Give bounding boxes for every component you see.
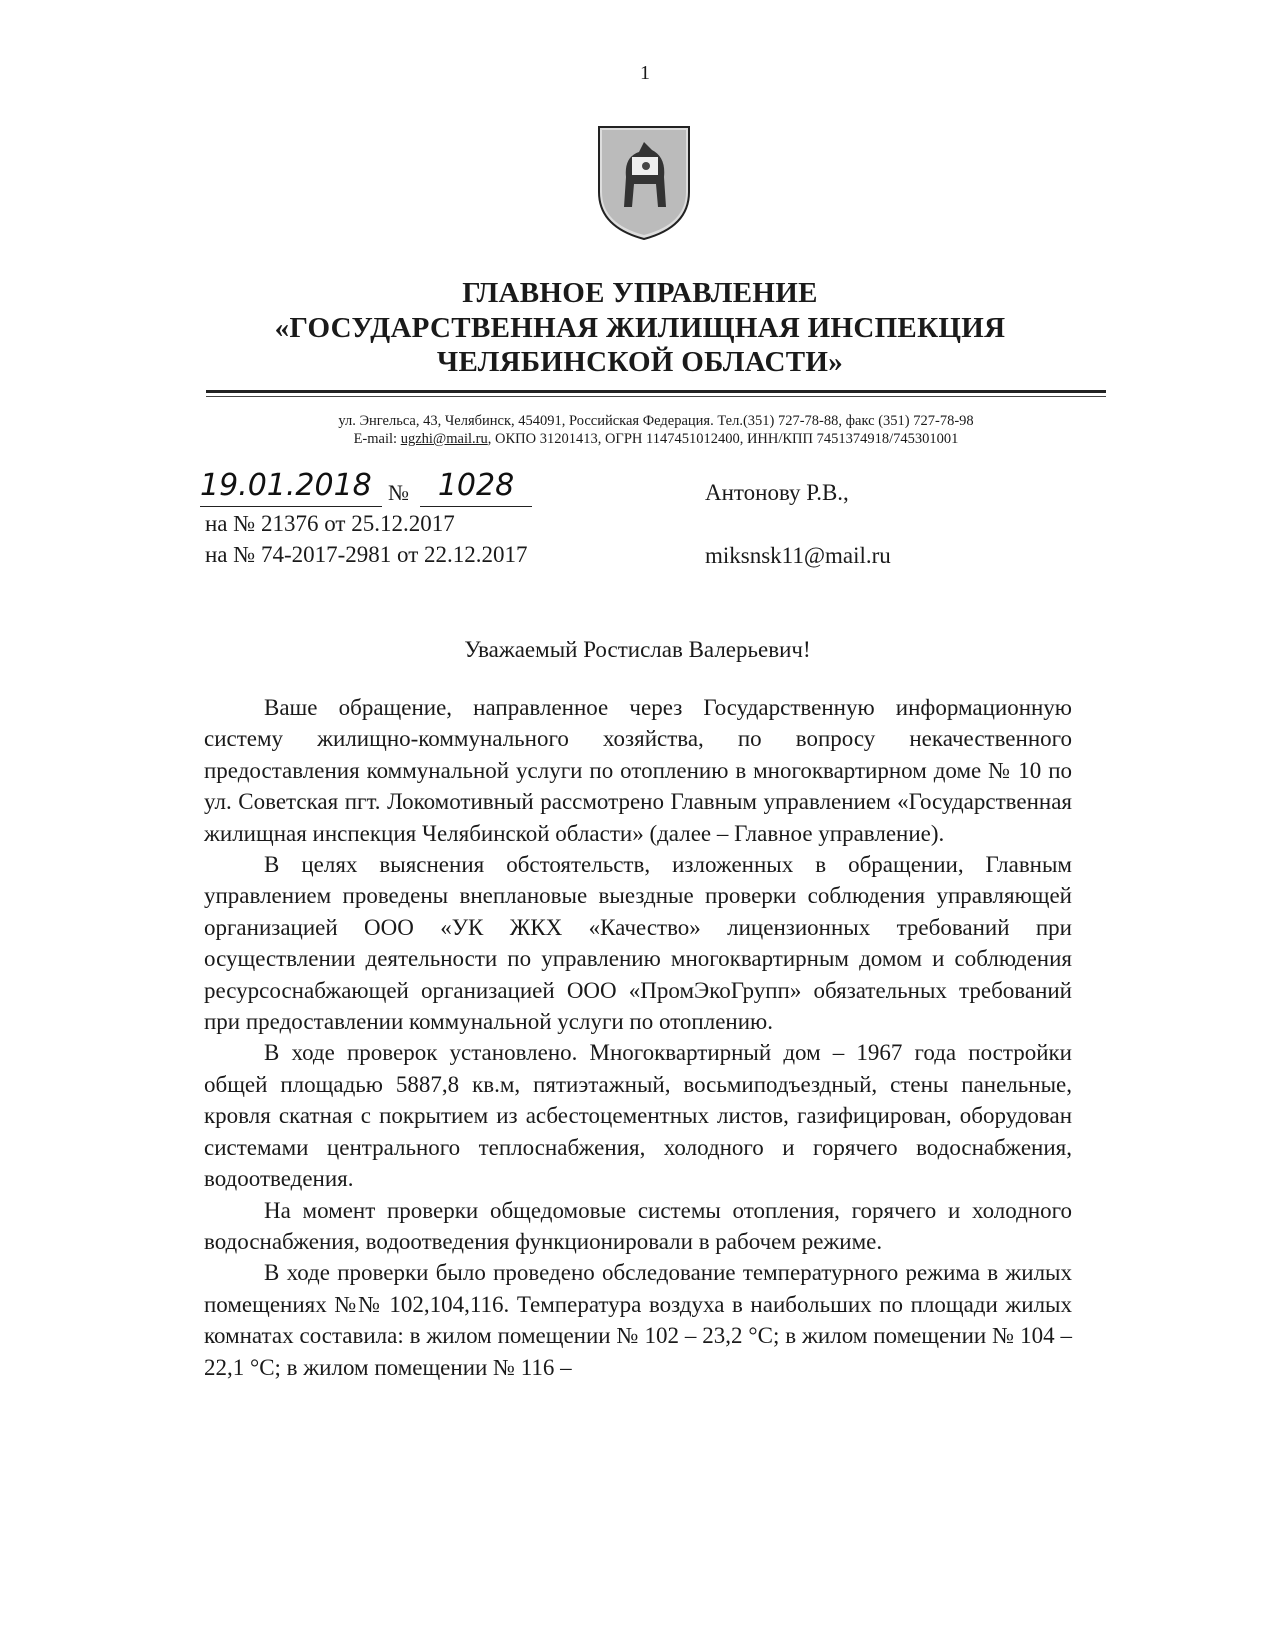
greeting: Уважаемый Ростислав Валерьевич! [464, 637, 811, 662]
registration-codes: , ОКПО 31201413, ОГРН 1147451012400, ИНН/КПП 7451374918/745301001 [487, 431, 959, 447]
contacts-line [186, 431, 1126, 448]
handwritten-number: 1028 [420, 466, 532, 507]
email-link[interactable]: ugzhi@mail.ru [400, 431, 488, 447]
paragraph: Ваше обращение, направленное через Государственную информационную систему жилищно-коммунального хозяйства, по вопросу некачественного предоставления коммунальной услуги по отоплению в многоквартирном доме № 10 по ул. Советская пгт. Локомотивный рассмотрено Главным управлением «Государственная жилищная инспекция Челябинской области» (далее – Главное управление). [204, 695, 1072, 846]
paragraph: В ходе проверок установлено. Многоквартирный дом – 1967 года постройки общей площадью 5887,8 кв.м, пятиэтажный, восьмиподъездный, стены панельные, кровля скатная с покрытием из асбестоцементных листов, газифицирован, оборудован системами центрального теплоснабжения, холодного и горячего водоснабжения, водоотведения. [204, 1040, 1072, 1192]
reference-line: на № 74-2017-2981 от 22.12.2017 [205, 542, 528, 567]
coat-of-arms-emblem [594, 122, 694, 242]
email-label: E-mail: [353, 431, 401, 447]
header-divider [206, 396, 1106, 397]
handwritten-date: 19.01.2018 [200, 466, 382, 507]
page-number: 1 [640, 62, 650, 84]
recipient-email: miksnsk11@mail.ru [705, 543, 891, 568]
paragraph: В целях выяснения обстоятельств, изложенных в обращении, Главным управлением проведены внеплановые выездные проверки соблюдения управляющей организацией ООО «УК ЖКХ «Качество» лицензионных требований при осуществлении деятельности по управлению многоквартирным домом и соблюдения ресурсоснабжающей организацией ООО «ПромЭкоГрупп» обязательных требований при предоставлении коммунальной услуги по отоплению. [204, 852, 1072, 1035]
address-line: ул. Энгельса, 43, Челябинск, 454091, Российская Федерация. Тел.(351) 727-78-88, факс (351) 727-78-98 [338, 413, 974, 429]
number-sign: № [388, 480, 409, 505]
letter-body [204, 692, 1072, 1383]
reference-line: на № 21376 от 25.12.2017 [205, 511, 455, 536]
organization-title-line: ГЛАВНОЕ УПРАВЛЕНИЕ [462, 277, 818, 309]
organization-title-line: ЧЕЛЯБИНСКОЙ ОБЛАСТИ» [436, 346, 844, 378]
organization-title-line: «ГОСУДАРСТВЕННАЯ ЖИЛИЩНАЯ ИНСПЕКЦИЯ [274, 312, 1006, 344]
header-divider [206, 390, 1106, 393]
paragraph: На момент проверки общедомовые системы отопления, горячего и холодного водоснабжения, водоотведения функционировали в рабочем режиме. [204, 1197, 1072, 1254]
recipient-name: Антонову Р.В., [705, 480, 849, 505]
paragraph: В ходе проверки было проведено обследование температурного режима в жилых помещениях №№ 102,104,116. Температура воздуха в наибольших по площади жилых комнатах составила: в жилом помещении № 102 – 23,2 °С; в жилом помещении № 104 – 22,1 °С; в жилом помещении № 116 – [204, 1260, 1072, 1380]
